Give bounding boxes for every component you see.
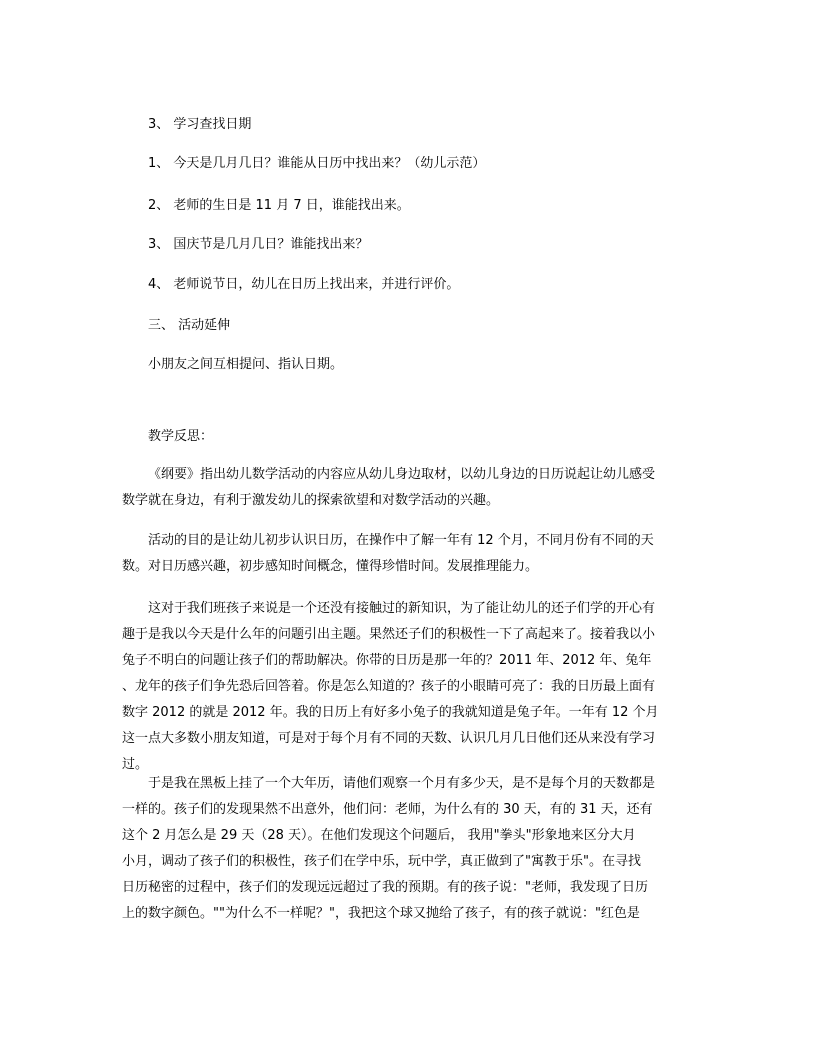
step-3: 3、 国庆节是几月几日？谁能找出来？ xyxy=(148,237,369,252)
paragraph-line: 这一点大多数小朋友知道，可是对于每个月有不同的天数、认识几月几日他们还从来没有学习 xyxy=(122,731,656,746)
paragraph-line: 、龙年的孩子们争先恐后回答着。你是怎么知道的？孩子的小眼睛可亮了：我的日历最上面有 xyxy=(122,679,656,694)
paragraph-1 xyxy=(122,462,686,514)
step-2: 2、 老师的生日是 11 月 7 日，谁能找出来。 xyxy=(148,198,410,213)
paragraph-line: 《纲要》指出幼儿数学活动的内容应从幼儿身边取材，以幼儿身边的日历说起让幼儿感受 xyxy=(148,467,656,482)
paragraph-line: 这对于我们班孩子来说是一个还没有接触过的新知识，为了能让幼儿的还子们学的开心有 xyxy=(148,601,656,616)
reflection-title: 教学反思： xyxy=(148,429,214,444)
paragraph-line: 数学就在身边，有利于激发幼儿的探索欲望和对数学活动的兴趣。 xyxy=(122,493,500,508)
paragraph-line: 这个 2 月怎么是 29 天（28 天）。在他们发现这个问题后， 我用"拳头"形象地来区分大月 xyxy=(122,828,636,843)
paragraph-line: 日历秘密的过程中，孩子们的发现远远超过了我的预期。有的孩子说："老师，我发现了日历 xyxy=(122,880,648,895)
step-1: 1、 今天是几月几日？谁能从日历中找出来？（幼儿示范） xyxy=(148,156,486,171)
section-title: 三、 活动延伸 xyxy=(148,318,231,333)
paragraph-line: 兔子不明白的问题让孩子们的帮助解决。你带的日历是那一年的？2011 年、2012 年、兔年 xyxy=(122,653,652,668)
paragraph-line: 上的数字颜色。""为什么不一样呢？"，我把这个球又抛给了孩子，有的孩子就说："红色是 xyxy=(122,906,640,921)
paragraph-line: 数。对日历感兴趣，初步感知时间概念，懂得珍惜时间。发展推理能力。 xyxy=(122,559,539,574)
paragraph-line: 数字 2012 的就是 2012 年。我的日历上有好多小兔子的我就知道是兔子年。一年有 12 个月 xyxy=(122,705,659,720)
paragraph-line: 一样的。孩子们的发现果然不出意外，他们问：老师，为什么有的 30 天，有的 31 天，还有 xyxy=(122,802,653,817)
step-3-heading: 3、 学习查找日期 xyxy=(148,117,252,132)
paragraph-2 xyxy=(122,528,686,580)
extension-text: 小朋友之间互相提问、指认日期。 xyxy=(148,357,344,372)
paragraph-line: 过。 xyxy=(122,757,149,772)
paragraph-line: 小月，调动了孩子们的积极性，孩子们在学中乐，玩中学，真正做到了"寓教于乐"。在寻找 xyxy=(122,854,641,869)
paragraph-line: 趣于是我以今天是什么年的问题引出主题。果然还子们的积极性一下了高起来了。接着我以小 xyxy=(122,627,656,642)
step-4: 4、 老师说节日，幼儿在日历上找出来，并进行评价。 xyxy=(148,277,460,292)
paragraph-4 xyxy=(122,771,686,927)
paragraph-line: 活动的目的是让幼儿初步认识日历，在操作中了解一年有 12 个月，不同月份有不同的天 xyxy=(148,533,654,548)
paragraph-3 xyxy=(122,596,686,778)
paragraph-line: 于是我在黑板上挂了一个大年历，请他们观察一个月有多少天，是不是每个月的天数都是 xyxy=(148,776,656,791)
